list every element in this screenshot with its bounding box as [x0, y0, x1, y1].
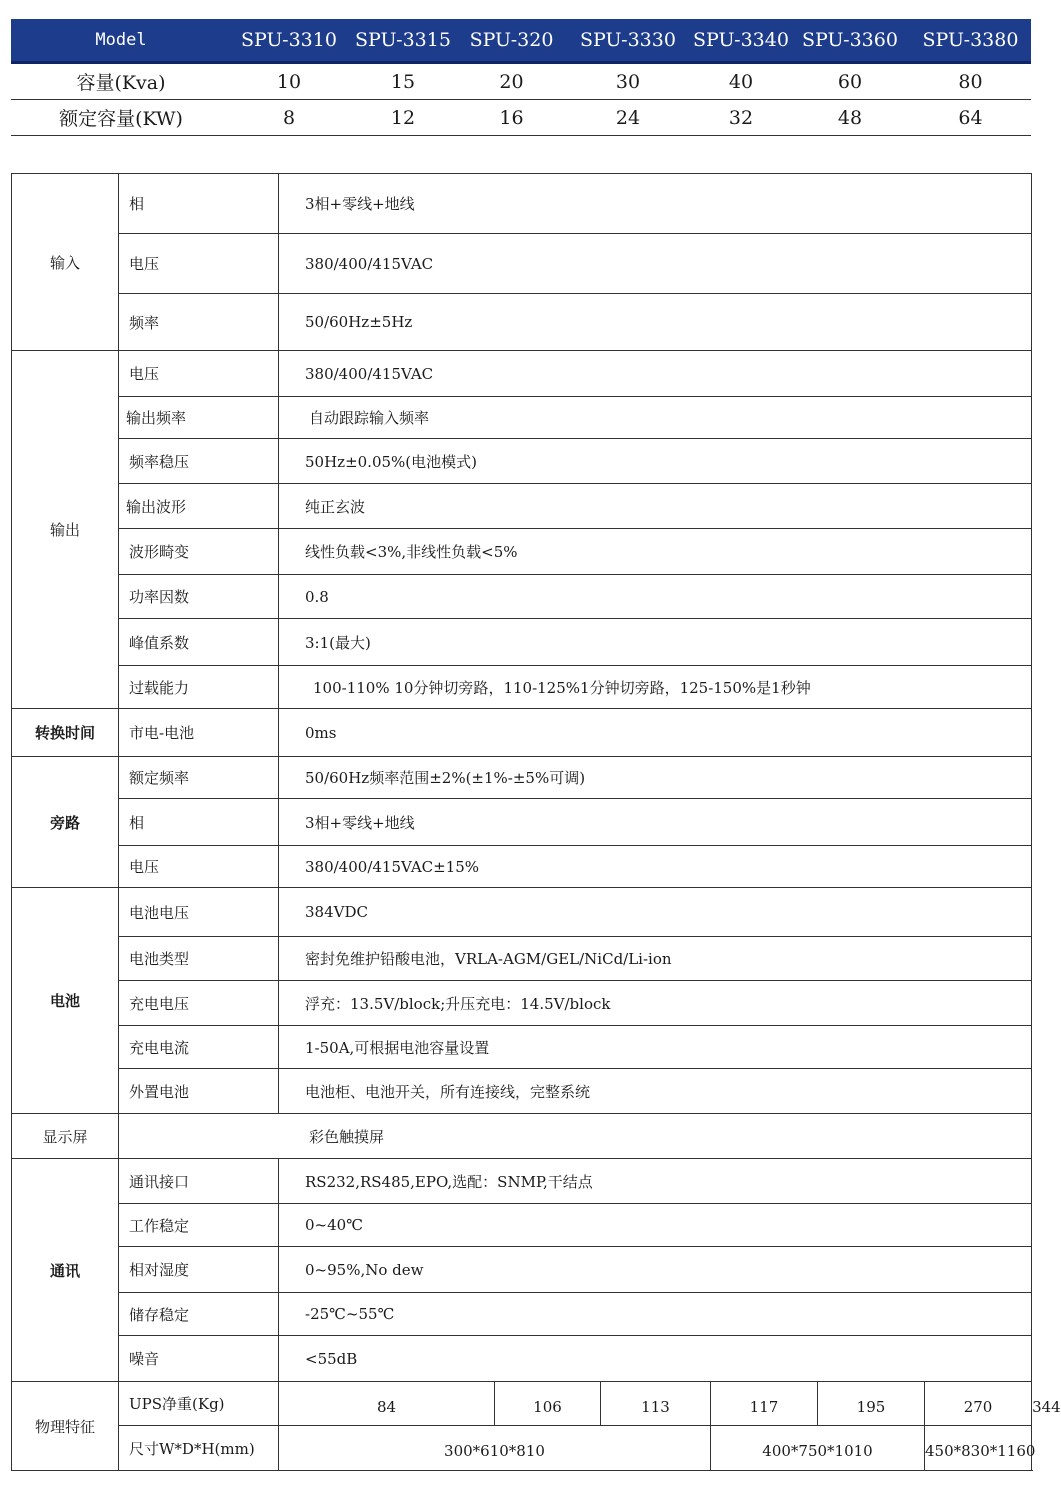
- model-name: SPU-3330: [564, 19, 692, 63]
- param-value: 纯正玄波: [279, 484, 1032, 529]
- param-label: 额定频率: [119, 757, 279, 799]
- spec-row: [12, 1159, 1032, 1204]
- rated-capacity-value: 8: [231, 100, 347, 136]
- param-label: 通讯接口: [119, 1159, 279, 1204]
- param-label: 峰值系数: [119, 619, 279, 666]
- spec-row: [12, 981, 1032, 1026]
- capacity-value: 20: [459, 63, 564, 100]
- model-name: SPU-3340: [692, 19, 790, 63]
- param-value: RS232,RS485,EPO,选配：SNMP,干结点: [279, 1159, 1032, 1204]
- param-label: 电压: [119, 846, 279, 888]
- model-name: SPU-320: [459, 19, 564, 63]
- param-label: 波形畸变: [119, 529, 279, 575]
- param-value: 1-50A,可根据电池容量设置: [279, 1026, 1032, 1069]
- model-name: SPU-3310: [231, 19, 347, 63]
- param-label: 电池类型: [119, 937, 279, 981]
- model-header-row: [11, 19, 1031, 63]
- spec-row: [12, 1204, 1032, 1247]
- rated-capacity-row: [11, 100, 1031, 136]
- param-value: 3相+零线+地线: [279, 799, 1032, 846]
- param-label: 噪音: [119, 1336, 279, 1382]
- param-label: 频率: [119, 294, 279, 351]
- spec-row: [12, 1293, 1032, 1336]
- category-communication: 通讯: [12, 1159, 119, 1382]
- param-value: 3:1(最大): [279, 619, 1032, 666]
- category-input: 输入: [12, 174, 119, 351]
- weight-value: 106: [495, 1382, 601, 1426]
- model-summary-table: [11, 19, 1031, 136]
- param-value: 浮充：13.5V/block;升压充电：14.5V/block: [279, 981, 1032, 1026]
- param-label: 电压: [119, 234, 279, 294]
- param-label: 频率稳压: [119, 439, 279, 484]
- spec-row: [12, 575, 1032, 619]
- spec-row: [12, 174, 1032, 234]
- weight-label: UPS净重(Kg): [119, 1382, 279, 1426]
- capacity-value: 80: [910, 63, 1031, 100]
- param-label: 相: [119, 174, 279, 234]
- spec-row: [12, 888, 1032, 937]
- category-physical: 物理特征: [12, 1382, 119, 1471]
- param-label: 输出频率: [119, 397, 279, 439]
- weight-value: 113: [601, 1382, 711, 1426]
- capacity-row: [11, 63, 1031, 100]
- category-transfer-time: 转换时间: [12, 709, 119, 757]
- param-value: 线性负载<3%,非线性负载<5%: [279, 529, 1032, 575]
- param-value: 0.8: [279, 575, 1032, 619]
- spec-table: [11, 173, 1061, 1471]
- param-value: 384VDC: [279, 888, 1032, 937]
- param-value: 380/400/415VAC: [279, 351, 1032, 397]
- spec-row: [12, 666, 1032, 709]
- model-name: SPU-3315: [347, 19, 459, 63]
- param-label: 相对湿度: [119, 1247, 279, 1293]
- spec-row: [12, 294, 1032, 351]
- weight-value: 270: [925, 1382, 1032, 1426]
- param-label: 相: [119, 799, 279, 846]
- rated-capacity-value: 12: [347, 100, 459, 136]
- spec-row: [12, 1426, 1032, 1471]
- param-value: 50/60Hz±5Hz: [279, 294, 1032, 351]
- spec-row: [12, 529, 1032, 575]
- weight-value: 117: [711, 1382, 818, 1426]
- param-value: 自动跟踪输入频率: [279, 397, 1032, 439]
- spec-row: [12, 799, 1032, 846]
- size-label: 尺寸W*D*H(mm): [119, 1426, 279, 1471]
- param-value: 电池柜、电池开关，所有连接线，完整系统: [279, 1069, 1032, 1114]
- spec-row: [12, 1069, 1032, 1114]
- capacity-value: 30: [564, 63, 692, 100]
- spec-row: [12, 1336, 1032, 1382]
- model-name: SPU-3360: [790, 19, 910, 63]
- category-output: 输出: [12, 351, 119, 709]
- param-value: 380/400/415VAC±15%: [279, 846, 1032, 888]
- spec-row: [12, 1026, 1032, 1069]
- model-header-label: Model: [11, 19, 231, 63]
- param-value: 50Hz±0.05%(电池模式): [279, 439, 1032, 484]
- spec-row: [12, 619, 1032, 666]
- rated-capacity-value: 48: [790, 100, 910, 136]
- param-value: 0~40℃: [279, 1204, 1032, 1247]
- param-value: <55dB: [279, 1336, 1032, 1382]
- param-label: 外置电池: [119, 1069, 279, 1114]
- param-value: 3相+零线+地线: [279, 174, 1032, 234]
- param-value: -25℃~55℃: [279, 1293, 1032, 1336]
- param-value: 380/400/415VAC: [279, 234, 1032, 294]
- rated-capacity-value: 64: [910, 100, 1031, 136]
- spec-row: [12, 234, 1032, 294]
- spec-row: [12, 709, 1032, 757]
- param-label: 工作稳定: [119, 1204, 279, 1247]
- capacity-value: 60: [790, 63, 910, 100]
- spec-row: 物理特征 UPS净重(Kg) 84 106 113 117 195 270 344: [12, 1382, 1032, 1426]
- weight-value: 84: [279, 1382, 495, 1426]
- rated-capacity-value: 24: [564, 100, 692, 136]
- param-value: 100-110% 10分钟切旁路，110-125%1分钟切旁路，125-150%是1秒钟: [279, 666, 1032, 709]
- param-value: 0ms: [279, 709, 1032, 757]
- category-bypass: 旁路: [12, 757, 119, 888]
- param-value: 密封免维护铅酸电池，VRLA-AGM/GEL/NiCd/Li-ion: [279, 937, 1032, 981]
- spec-row: [12, 937, 1032, 981]
- rated-capacity-value: 16: [459, 100, 564, 136]
- weight-value: 195: [818, 1382, 925, 1426]
- spec-row: [12, 1114, 1032, 1159]
- param-value: 50/60Hz频率范围±2%(±1%-±5%可调): [279, 757, 1032, 799]
- size-value: 300*610*810: [279, 1426, 711, 1471]
- spec-row: [12, 439, 1032, 484]
- category-display: 显示屏: [12, 1114, 119, 1159]
- category-battery: 电池: [12, 888, 119, 1114]
- param-label: 输出波形: [119, 484, 279, 529]
- capacity-value: 40: [692, 63, 790, 100]
- param-label: 充电电流: [119, 1026, 279, 1069]
- spec-row: [12, 1247, 1032, 1293]
- param-label: 电池电压: [119, 888, 279, 937]
- param-label: 市电-电池: [119, 709, 279, 757]
- param-label: 过载能力: [119, 666, 279, 709]
- spec-row: [12, 351, 1032, 397]
- param-value: 彩色触摸屏: [119, 1114, 1032, 1159]
- param-label: 功率因数: [119, 575, 279, 619]
- spec-row: [12, 397, 1032, 439]
- param-label: 储存稳定: [119, 1293, 279, 1336]
- spec-row: [12, 484, 1032, 529]
- param-label: 充电电压: [119, 981, 279, 1026]
- param-value: 0~95%,No dew: [279, 1247, 1032, 1293]
- size-value: 400*750*1010: [711, 1426, 925, 1471]
- spec-row: [12, 846, 1032, 888]
- spec-row: [12, 757, 1032, 799]
- capacity-value: 10: [231, 63, 347, 100]
- size-value: 450*830*1160: [925, 1426, 1032, 1471]
- model-name: SPU-3380: [910, 19, 1031, 63]
- capacity-value: 15: [347, 63, 459, 100]
- rated-capacity-value: 32: [692, 100, 790, 136]
- rated-capacity-label: 额定容量(KW): [11, 100, 231, 136]
- param-label: 电压: [119, 351, 279, 397]
- capacity-label: 容量(Kva): [11, 63, 231, 100]
